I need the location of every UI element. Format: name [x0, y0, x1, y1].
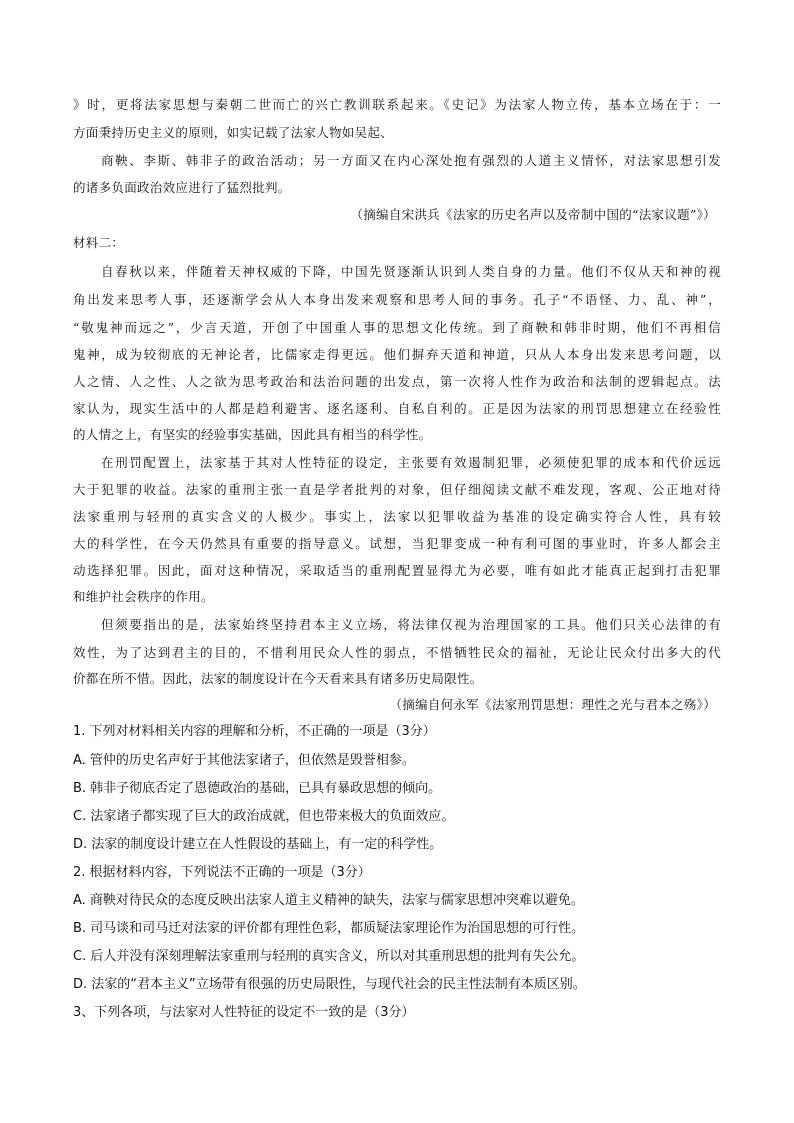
material2-line: 角出发来思考人事，还逐渐学会从人本身出发来观察和思考人间的事务。孔子“不语怪、力、乱、神”，	[73, 292, 721, 307]
question-option: A. 商鞅对待民众的态度反映出法家人道主义精神的缺失，法家与儒家思想冲突难以避免。	[73, 893, 584, 908]
material1-source: （摘编自宋洪兵《法家的历史名声以及帝制中国的“法家议题”》）	[350, 207, 716, 222]
question-stem: 2. 根据材料内容，下列说法不正确的一项是（3分）	[73, 865, 371, 880]
material2-line: 效性，为了达到君主的目的，不惜利用民众人性的弱点，不惜牺牲民众的福祉，无论让民众付出多大的代	[73, 645, 721, 660]
material2-line: 大的科学性，在今天仍然具有重要的指导意义。试想，当犯罪变成一种有利可图的事业时，许多人都会主	[73, 536, 721, 551]
question-option: B. 司马谈和司马迁对法家的评价都有理性色彩，都质疑法家理论作为治国思想的可行性。	[73, 921, 585, 936]
material2-line: 自春秋以来，伴随着天神权威的下降，中国先贤逐渐认识到人类自身的力量。他们不仅从天和神的视	[101, 264, 721, 279]
question-stem: 1. 下列对材料相关内容的理解和分析，不正确的一项是（3分）	[73, 724, 436, 739]
material2-line: 和维护社会秩序的作用。	[73, 589, 214, 604]
material2-line: 家认为，现实生活中的人都是趋利避害、逐名逐利、自私自利的。正是因为法家的刑罚思想建立在经验性	[73, 401, 721, 416]
material2-line: 动选择犯罪。因此，面对这种情况，采取适当的重刑配置显得尤为必要，唯有如此才能真正起到打击犯罪	[73, 563, 721, 578]
material2-line: 鬼神，成为较彻底的无神论者，比儒家走得更远。他们摒弃天道和神道，只从人本身出发来思考问题，以	[73, 347, 721, 362]
question-stem: 3、下列各项，与法家对人性特征的设定不一致的是（3分）	[73, 1005, 415, 1020]
material2-heading: 材料二：	[73, 235, 125, 250]
material1-line: 方面秉持历史主义的原则，如实记载了法家人物如吴起、	[73, 125, 394, 140]
question-option: D. 法家的制度设计建立在人性假设的基础上，有一定的科学性。	[73, 837, 443, 852]
material2-line: “敬鬼神而远之”，少言天道，开创了中国重人事的思想文化传统。到了商鞅和韩非时期，他们不再相信	[73, 320, 721, 335]
material1-line: 的诸多负面政治效应进行了猛烈批判。	[73, 180, 291, 195]
question-option: C. 法家诸子都实现了巨大的政治成就，但也带来极大的负面效应。	[73, 809, 455, 824]
question-option: B. 韩非子彻底否定了恩德政治的基础，已具有暴政思想的倾向。	[73, 781, 442, 796]
material2-line: 人之情、人之性、人之欲为思考政治和法治问题的出发点，第一次将人性作为政治和法制的逻辑起点。法	[73, 374, 721, 389]
material2-line: 法家重刑与轻刑的真实含义的人极少。事实上，法家以犯罪收益为基准的设定确实符合人性，具有较	[73, 509, 721, 524]
material1-line: 商鞅、李斯、韩非子的政治活动；另一方面又在内心深处抱有强烈的人道主义情怀，对法家思想引发	[101, 153, 721, 168]
material2-line: 在刑罚配置上，法家基于其对人性特征的设定，主张要有效遏制犯罪，必须使犯罪的成本和代价远远	[101, 455, 721, 470]
question-option: D. 法家的“君本主义”立场带有很强的历史局限性，与现代社会的民主性法制有本质区别。	[73, 977, 586, 992]
material2-line: 但须要指出的是，法家始终坚持君本主义立场，将法律仅视为治理国家的工具。他们只关心法律的有	[101, 617, 721, 632]
question-option: A. 管仲的历史名声好于其他法家诸子，但依然是毁誉相参。	[73, 753, 415, 768]
material2-source: （摘编自何永军《法家刑罚思想：理性之光与君本之殇》）	[389, 697, 716, 712]
material2-line: 的人情之上，有坚实的经验事实基础，因此具有相当的科学性。	[73, 427, 432, 442]
question-option: C. 后人并没有深刻理解法家重刑与轻刑的真实含义，所以对其重刑思想的批判有失公允。	[73, 949, 585, 964]
material1-line: 》时，更将法家思想与秦朝二世而亡的兴亡教训联系起来。《史记》为法家人物立传，基本立场在于：一	[73, 97, 721, 112]
material2-line: 大于犯罪的收益。法家的重刑主张一直是学者批判的对象，但仔细阅读文献不难发现，客观、公正地对待	[73, 482, 721, 497]
material2-line: 价都在所不惜。因此，法家的制度设计在今天看来具有诸多历史局限性。	[73, 671, 483, 686]
